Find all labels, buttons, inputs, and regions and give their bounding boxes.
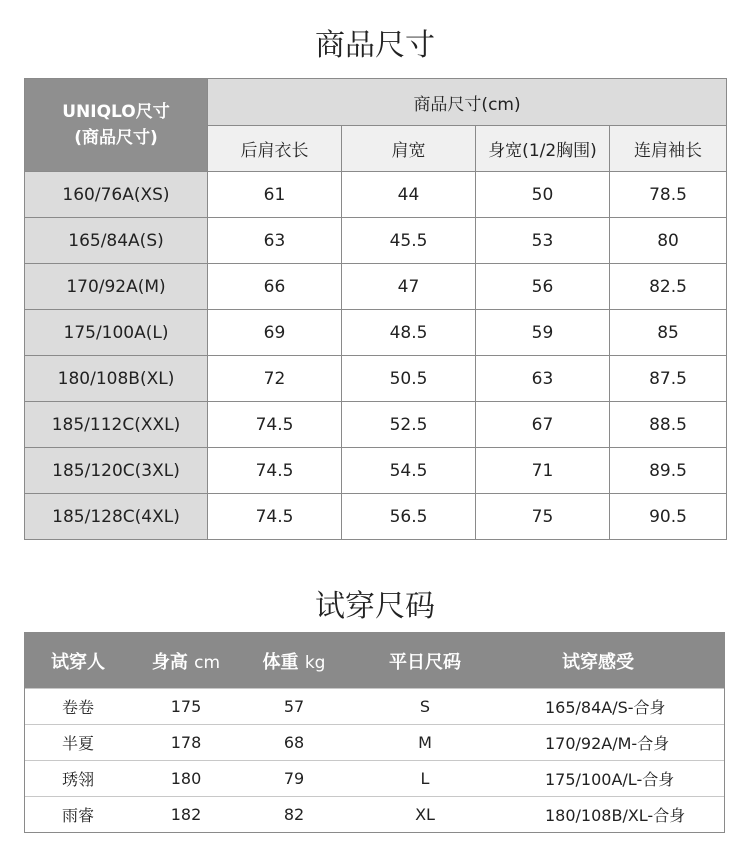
size-label: 185/120C(3XL): [25, 448, 208, 494]
header-weight-unit: kg: [304, 652, 326, 673]
trial-usual-size: L: [420, 769, 430, 788]
table-cell: 67: [476, 402, 610, 448]
table-cell: 48.5: [342, 310, 476, 356]
group-header: 商品尺寸(cm): [208, 79, 727, 126]
trial-table: [24, 632, 725, 833]
column-header-shoulder-width: 肩宽: [342, 126, 476, 172]
trial-usual-size: M: [418, 733, 432, 752]
header-weight: [241, 648, 347, 674]
table-cell: 80: [610, 218, 727, 264]
size-table-corner-header: [25, 79, 208, 172]
size-label: 170/92A(M): [25, 264, 208, 310]
trial-person: 雨睿: [61, 806, 94, 825]
table-cell: 54.5: [342, 448, 476, 494]
table-cell: 45.5: [342, 218, 476, 264]
trial-height: 182: [170, 805, 202, 824]
size-label: 185/128C(4XL): [25, 494, 208, 540]
header-feeling: 试穿感受: [562, 651, 634, 673]
header-person: 试穿人: [51, 651, 105, 673]
table-cell: 56: [476, 264, 610, 310]
table-row: [25, 402, 727, 448]
table-cell: 61: [208, 172, 342, 218]
table-cell: 53: [476, 218, 610, 264]
column-header-back-length: 后肩衣长: [208, 126, 342, 172]
column-header-sleeve-length: 连肩袖长: [610, 126, 727, 172]
table-cell: 44: [342, 172, 476, 218]
trial-row: [25, 688, 724, 724]
table-row: [25, 494, 727, 540]
trial-height: 178: [170, 733, 202, 752]
corner-line-1: UNIQLO尺寸: [62, 102, 170, 122]
table-cell: 87.5: [610, 356, 727, 402]
trial-person: 卷卷: [61, 698, 94, 717]
column-header-body-width: 身宽(1/2胸围): [476, 126, 610, 172]
table-cell: 78.5: [610, 172, 727, 218]
table-cell: 47: [342, 264, 476, 310]
table-cell: 85: [610, 310, 727, 356]
table-cell: 88.5: [610, 402, 727, 448]
trial-feeling: 175/100A/L-合身: [545, 770, 675, 789]
size-table: [24, 78, 727, 540]
table-cell: 74.5: [208, 402, 342, 448]
trial-row: [25, 760, 724, 796]
table-cell: 59: [476, 310, 610, 356]
trial-person: 半夏: [61, 734, 94, 753]
table-cell: 90.5: [610, 494, 727, 540]
table-cell: 56.5: [342, 494, 476, 540]
header-height-label: 身高: [151, 651, 188, 673]
size-label: 180/108B(XL): [25, 356, 208, 402]
table-cell: 72: [208, 356, 342, 402]
trial-height: 180: [170, 769, 202, 788]
trial-feeling: 170/92A/M-合身: [545, 734, 670, 753]
trial-person: 琇翎: [61, 770, 94, 789]
trial-usual-size: S: [419, 697, 431, 716]
table-cell: 75: [476, 494, 610, 540]
table-row: [25, 310, 727, 356]
table-row: [25, 264, 727, 310]
table-cell: 74.5: [208, 494, 342, 540]
table-cell: 66: [208, 264, 342, 310]
table-row: [25, 218, 727, 264]
trial-feeling: 180/108B/XL-合身: [545, 806, 686, 825]
trial-row: [25, 724, 724, 760]
trial-usual-size: XL: [415, 805, 435, 824]
table-row: [25, 356, 727, 402]
size-label: 175/100A(L): [25, 310, 208, 356]
header-weight-label: 体重: [262, 651, 299, 673]
table-cell: 89.5: [610, 448, 727, 494]
trial-section-title: 试穿尺码: [315, 589, 435, 624]
table-cell: 69: [208, 310, 342, 356]
header-height: [131, 648, 241, 674]
trial-row: [25, 796, 724, 832]
table-cell: 63: [476, 356, 610, 402]
trial-weight: 79: [283, 769, 305, 788]
header-height-unit: cm: [194, 652, 221, 673]
table-cell: 82.5: [610, 264, 727, 310]
trial-feeling: 165/84A/S-合身: [545, 698, 666, 717]
table-cell: 52.5: [342, 402, 476, 448]
size-section-title: 商品尺寸: [315, 28, 435, 63]
trial-weight: 57: [283, 697, 305, 716]
trial-weight: 82: [283, 805, 305, 824]
header-usual-size: 平日尺码: [389, 651, 461, 673]
table-row: [25, 448, 727, 494]
trial-table-header: [25, 633, 724, 688]
trial-weight: 68: [283, 733, 305, 752]
size-label: 160/76A(XS): [25, 172, 208, 218]
table-cell: 63: [208, 218, 342, 264]
table-cell: 74.5: [208, 448, 342, 494]
table-cell: 50: [476, 172, 610, 218]
table-cell: 50.5: [342, 356, 476, 402]
size-label: 165/84A(S): [25, 218, 208, 264]
table-cell: 71: [476, 448, 610, 494]
table-row: [25, 172, 727, 218]
corner-line-2: (商品尺寸): [74, 128, 158, 148]
size-label: 185/112C(XXL): [25, 402, 208, 448]
trial-height: 175: [170, 697, 202, 716]
